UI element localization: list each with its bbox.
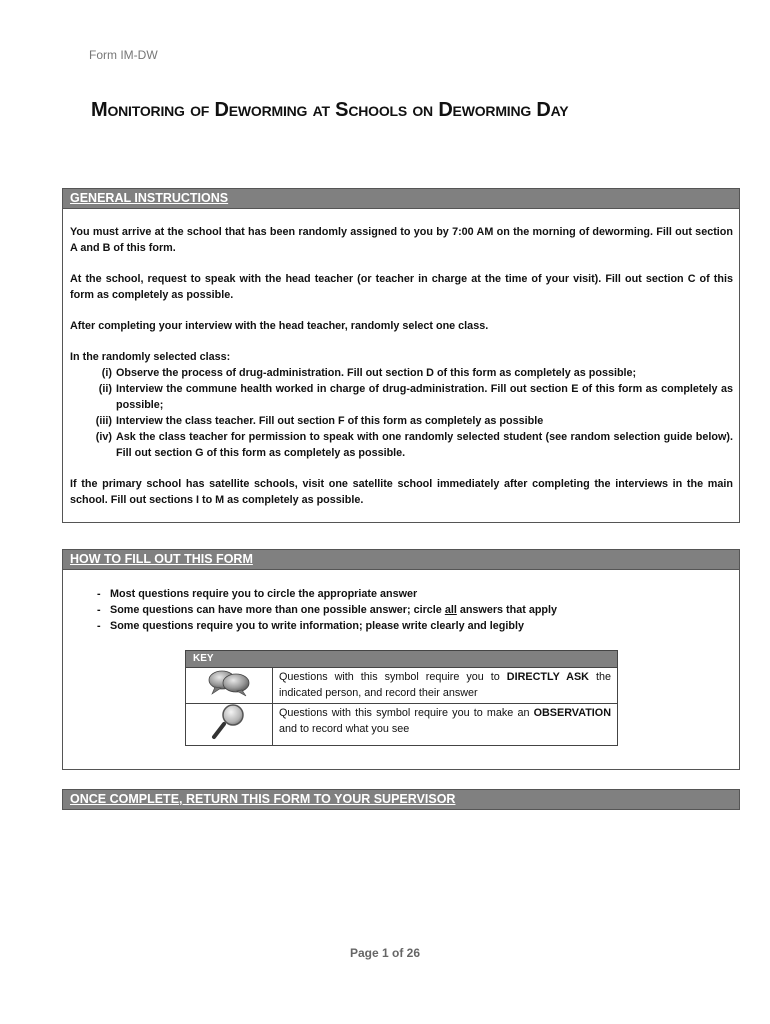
list-item-text: Ask the class teacher for permission to speak with one randomly selected student (see random selection guide below). Fill out section G of this form as completely as possible.	[116, 431, 733, 459]
list-item	[70, 429, 733, 461]
page-number: Page 1 of 26	[349, 946, 421, 960]
instruction-paragraph: You must arrive at the school that has been randomly assigned to you by 7:00 AM on the morning of deworming. Fill out section A and B of this form.	[70, 226, 733, 254]
list-item	[70, 413, 733, 429]
list-item	[97, 618, 739, 634]
key-row-observe	[186, 704, 618, 746]
magnifying-glass-icon	[186, 704, 273, 746]
list-item-number: (i)	[101, 367, 112, 379]
once-complete-section	[62, 789, 740, 810]
list-item-text: Some questions require you to write information; please write clearly and legibly	[110, 620, 524, 632]
list-item	[97, 602, 739, 618]
list-item	[70, 365, 733, 381]
how-to-fill-section	[62, 549, 740, 770]
general-instructions-heading: GENERAL INSTRUCTIONS	[63, 189, 739, 209]
list-item	[70, 381, 733, 413]
key-row-ask	[186, 668, 618, 704]
speech-bubbles-icon	[186, 668, 273, 704]
list-item-text: Interview the commune health worked in charge of drug-administration. Fill out section E of this form as completely as possible;	[116, 383, 733, 411]
instruction-paragraph: At the school, request to speak with the head teacher (or teacher in charge at the time of your visit). Fill out section C of this form as completely as possible.	[70, 273, 733, 301]
underlined-all: all	[444, 604, 457, 616]
list-item-number: (ii)	[98, 383, 112, 395]
how-to-fill-body	[63, 570, 739, 634]
general-instructions-body	[63, 209, 739, 508]
list-item-text: Interview the class teacher. Fill out section F of this form as completely as possible	[116, 415, 544, 427]
list-dash: -	[97, 588, 101, 600]
list-item-text: Most questions require you to circle the appropriate answer	[110, 588, 418, 600]
how-to-fill-heading: HOW TO FILL OUT THIS FORM	[63, 550, 739, 570]
instruction-paragraph: After completing your interview with the head teacher, randomly select one class.	[70, 320, 489, 332]
once-complete-heading: ONCE COMPLETE, RETURN THIS FORM TO YOUR SUPERVISOR	[63, 790, 739, 809]
list-item-text: Some questions can have more than one possible answer; circle all answers that apply	[110, 604, 558, 616]
class-steps-intro: In the randomly selected class:	[70, 351, 231, 363]
key-heading: KEY	[186, 651, 618, 668]
class-steps-list	[70, 349, 733, 461]
key-observe-description: Questions with this symbol require you to make an OBSERVATION and to record what you see	[273, 704, 618, 746]
list-item-number: (iii)	[95, 415, 112, 427]
instruction-paragraph: If the primary school has satellite schools, visit one satellite school immediately after completing the interviews in the main school. Fill out sections I to M as completely as possible.	[70, 478, 733, 506]
list-item-number: (iv)	[95, 431, 112, 443]
list-item	[97, 586, 739, 602]
page-title: Monitoring of Deworming at Schools on Deworming Day	[91, 99, 569, 121]
list-item-text: Observe the process of drug-administration. Fill out section D of this form as completely as possible;	[116, 367, 637, 379]
list-dash: -	[97, 604, 101, 616]
list-dash: -	[97, 620, 101, 632]
key-ask-description: Questions with this symbol require you to DIRECTLY ASK the indicated person, and record their answer	[273, 668, 618, 704]
form-id: Form IM-DW	[89, 48, 158, 62]
general-instructions-section	[62, 188, 740, 523]
key-table	[185, 650, 618, 746]
